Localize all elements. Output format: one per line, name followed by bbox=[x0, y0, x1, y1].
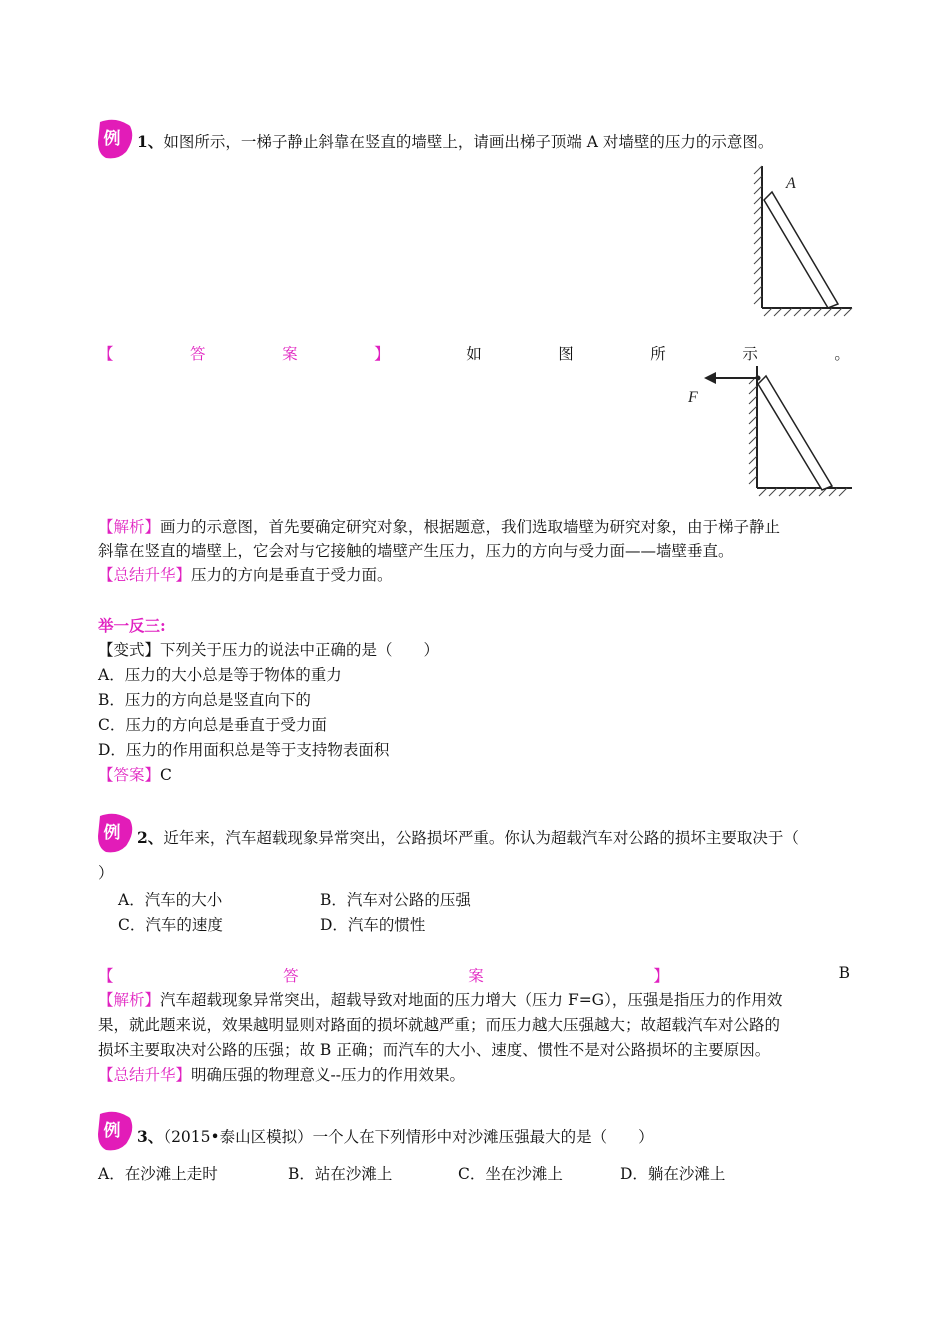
summary-text: 明确压强的物理意义--压力的作用效果。 bbox=[191, 1066, 465, 1084]
answer-text-char: 所 bbox=[650, 345, 666, 363]
answer-bracket-close: 】 bbox=[374, 345, 390, 363]
badge-text: 例 bbox=[103, 129, 121, 149]
summary-text: 压力的方向是垂直于受力面。 bbox=[191, 566, 393, 584]
question-sep: 、 bbox=[147, 1127, 164, 1146]
analysis-text: 汽车超载现象异常突出，超载导致对地面的压力增大（压力 F=G），压强是指压力的作用效 bbox=[160, 991, 783, 1009]
question-number: 3 bbox=[137, 1127, 148, 1146]
analysis-1-cont bbox=[98, 539, 858, 563]
ladder-figure-2 bbox=[680, 362, 855, 502]
question-number: 1 bbox=[137, 132, 148, 151]
question-text: 如图所示，一梯子静止斜靠在竖直的墙壁上，请画出梯子顶端 A 对墙壁的压力的示意图。 bbox=[163, 133, 774, 151]
answer-value: B bbox=[838, 964, 850, 982]
analysis-2-cont1: 果，就此题来说，效果越明显则对路面的损坏就越严重；而压力越大压强越大；故超载汽车对公路的 bbox=[98, 1016, 781, 1034]
answer-text-char: 如 bbox=[466, 345, 482, 363]
variant-stem-text: 下列关于压力的说法中正确的是（ ） bbox=[160, 641, 440, 659]
ex2-option-c: C．汽车的速度 bbox=[118, 916, 223, 934]
example-badge-3 bbox=[96, 1110, 136, 1154]
example-badge-icon bbox=[96, 118, 136, 162]
answer-bracket-open: 【 bbox=[98, 345, 114, 363]
answer-text-char: 示 bbox=[742, 345, 758, 363]
answer-bracket-open: 【 bbox=[98, 967, 114, 985]
summary-tag: 【总结升华】 bbox=[98, 566, 192, 584]
answer-2-row bbox=[98, 964, 850, 986]
variant-option-a: A．压力的大小总是等于物体的重力 bbox=[98, 666, 342, 684]
badge-text: 例 bbox=[103, 823, 121, 843]
answer-text-char: 。 bbox=[834, 345, 850, 363]
question-2 bbox=[137, 826, 799, 848]
analysis-tag: 【解析】 bbox=[98, 991, 161, 1009]
ex3-option-a: A．在沙滩上走时 bbox=[98, 1165, 218, 1183]
summary-1 bbox=[98, 563, 858, 587]
variant-option-d: D．压力的作用面积总是等于支持物表面积 bbox=[98, 741, 390, 759]
question-3 bbox=[137, 1125, 654, 1147]
example-badge-1 bbox=[96, 118, 136, 162]
variant-answer bbox=[98, 763, 858, 787]
answer-text-char: 图 bbox=[558, 345, 574, 363]
analysis-tag: 【解析】 bbox=[98, 518, 161, 536]
analysis-2 bbox=[98, 988, 858, 1012]
ex3-option-b: B．站在沙滩上 bbox=[288, 1165, 393, 1183]
analysis-text: 斜靠在竖直的墙壁上，它会对与它接触的墙壁产生压力，压力的方向与受力面——墙壁垂直。 bbox=[98, 542, 734, 560]
force-f-label: F bbox=[688, 389, 698, 406]
example-badge-2 bbox=[96, 812, 136, 856]
answer-char: 案 bbox=[468, 967, 484, 985]
ex2-option-b: B．汽车对公路的压强 bbox=[320, 891, 471, 909]
variant-tag: 【变式】 bbox=[98, 641, 161, 659]
variant-stem bbox=[98, 638, 858, 662]
answer-char: 答 bbox=[190, 345, 206, 363]
example-badge-icon bbox=[96, 1110, 136, 1154]
question-sep: 、 bbox=[147, 828, 164, 847]
variant-option-c: C．压力的方向总是垂直于受力面 bbox=[98, 716, 327, 734]
ladder-figure-1 bbox=[740, 160, 855, 320]
question-sep: 、 bbox=[147, 132, 164, 151]
ex3-option-c: C．坐在沙滩上 bbox=[458, 1165, 563, 1183]
answer-char: 答 bbox=[283, 967, 299, 985]
analysis-1 bbox=[98, 515, 858, 539]
analysis-2-cont2: 损坏主要取决对公路的压强；故 B 正确；而汽车的大小、速度、惯性不是对公路损坏的主要原因。 bbox=[98, 1041, 771, 1059]
answer-bracket-close: 】 bbox=[653, 967, 669, 985]
ex2-option-a: A．汽车的大小 bbox=[118, 891, 223, 909]
example-badge-icon bbox=[96, 812, 136, 856]
point-a-label: A bbox=[786, 175, 796, 192]
variant-option-b: B．压力的方向总是竖直向下的 bbox=[98, 691, 311, 709]
question-2-cont: ） bbox=[98, 864, 114, 882]
answer-1-row bbox=[98, 342, 850, 364]
answer-tag: 【答案】 bbox=[98, 766, 161, 784]
summary-2 bbox=[98, 1063, 858, 1087]
question-1 bbox=[137, 130, 773, 152]
question-number: 2 bbox=[137, 828, 148, 847]
question-text: （2015•泰山区模拟）一个人在下列情形中对沙滩压强最大的是（ ） bbox=[163, 1128, 654, 1146]
variant-heading: 举一反三: bbox=[98, 616, 166, 635]
ex2-option-d: D．汽车的惯性 bbox=[320, 916, 426, 934]
answer-value: C bbox=[160, 766, 172, 784]
summary-tag: 【总结升华】 bbox=[98, 1066, 192, 1084]
question-text: 近年来，汽车超载现象异常突出，公路损坏严重。你认为超载汽车对公路的损坏主要取决于（ bbox=[163, 829, 799, 847]
answer-char: 案 bbox=[282, 345, 298, 363]
analysis-text: 画力的示意图，首先要确定研究对象，根据题意，我们选取墙壁为研究对象，由于梯子静止 bbox=[160, 518, 781, 536]
badge-text: 例 bbox=[103, 1121, 121, 1141]
ex3-option-d: D．躺在沙滩上 bbox=[620, 1165, 726, 1183]
